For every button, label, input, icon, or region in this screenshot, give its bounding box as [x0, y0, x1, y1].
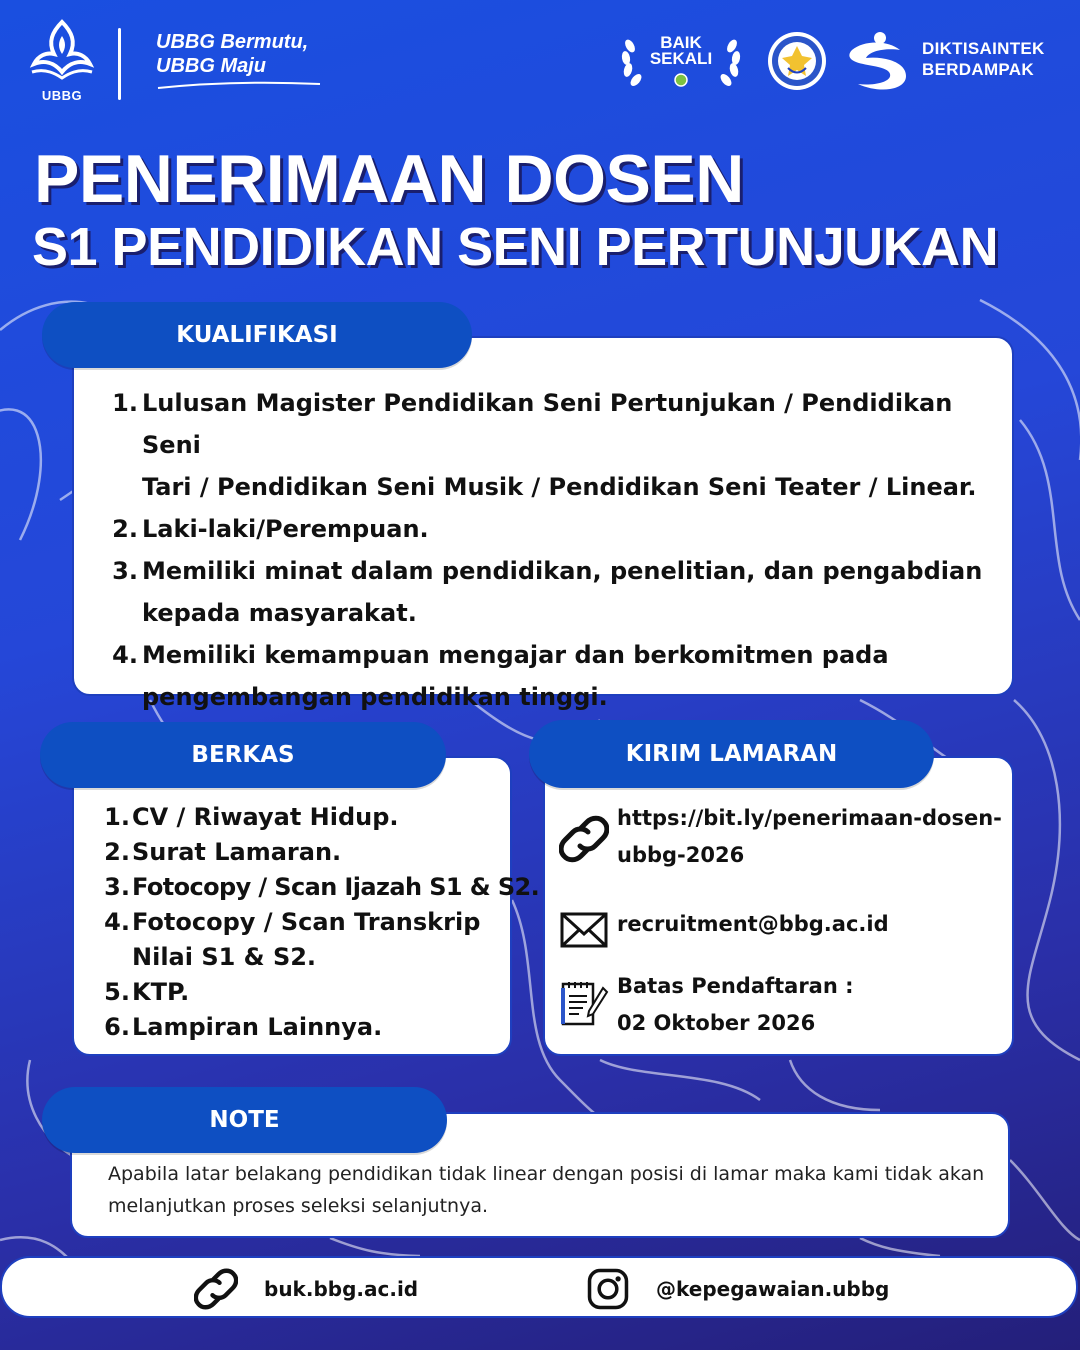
diktisaintek-line-1: DIKTISAINTEK — [922, 39, 1045, 58]
email-row[interactable] — [559, 906, 889, 956]
page-title-line-2: S1 PENDIDIKAN SENI PERTUNJUKAN — [32, 217, 999, 277]
footer-bar — [0, 1256, 1078, 1318]
tagline-line-2: UBBG Maju — [156, 55, 266, 77]
diktisaintek-logo — [844, 26, 1054, 96]
diktisaintek-emblem-icon — [844, 26, 914, 96]
list-number: 3. — [104, 873, 130, 901]
kualifikasi-item — [108, 550, 988, 634]
list-text: Fotocopy / Scan Transkrip Nilai S1 & S2. — [132, 908, 481, 971]
email-address[interactable]: recruitment@bbg.ac.id — [617, 912, 889, 936]
list-number: 3. — [112, 557, 138, 585]
diktisaintek-text — [922, 38, 1045, 80]
deadline — [617, 968, 854, 1042]
mail-icon — [559, 906, 609, 956]
list-text: Surat Lamaran. — [132, 838, 342, 866]
berkas-item — [104, 870, 540, 905]
footer-website[interactable] — [194, 1266, 418, 1312]
berkas-item — [104, 835, 514, 870]
list-text: CV / Riwayat Hidup. — [132, 803, 399, 831]
note-text: Apabila latar belakang pendidikan tidak linear dengan posisi di lamar maka kami tidak akan melanjutkan proses seleksi selanjutnya. — [108, 1163, 985, 1217]
tagline-underline — [156, 80, 322, 90]
list-text: Laki-laki/Perempuan. — [142, 515, 429, 543]
berkas-list — [104, 800, 540, 1045]
list-number: 5. — [104, 978, 130, 1006]
list-number: 1. — [112, 389, 138, 417]
link-icon — [194, 1267, 238, 1311]
kualifikasi-list — [108, 382, 988, 718]
berkas-item — [104, 800, 514, 835]
berkas-item — [104, 1010, 514, 1045]
badge-baik-line-2: SEKALI — [649, 49, 713, 68]
header-divider — [118, 28, 121, 100]
list-text: Fotocopy / Scan Ijazah S1 & S2. — [132, 873, 540, 901]
kirim-lamaran-heading: KIRIM LAMARAN — [529, 720, 934, 788]
list-text: Memiliki minat dalam pendidikan, penelitian, dan pengabdian kepada masyarakat. — [142, 557, 983, 627]
footer-instagram[interactable] — [586, 1266, 889, 1312]
ubbg-emblem-icon — [26, 18, 98, 82]
list-number: 2. — [104, 838, 130, 866]
list-number: 2. — [112, 515, 138, 543]
list-text: Memiliki kemampuan mengajar dan berkomitmen pada pengembangan pendidikan tinggi. — [142, 641, 889, 711]
laurel-badge-icon — [616, 26, 746, 96]
application-link-row[interactable] — [559, 800, 1002, 874]
link-icon — [559, 814, 609, 864]
berkas-heading: BERKAS — [40, 722, 446, 788]
note-heading: NOTE — [42, 1087, 447, 1153]
list-text: Lampiran Lainnya. — [132, 1013, 383, 1041]
tut-wuri-emblem-icon — [766, 30, 828, 92]
kirim-lamaran-card — [543, 756, 1014, 1056]
page-title-line-1: PENERIMAAN DOSEN — [34, 141, 744, 217]
list-number: 4. — [104, 908, 130, 936]
list-text: Lulusan Magister Pendidikan Seni Pertunjukan / Pendidikan Seni Tari / Pendidikan Seni Musik / Pendidikan Seni Teater / Linear. — [142, 389, 977, 501]
accreditation-badge — [616, 26, 746, 96]
tut-wuri-handayani-logo — [766, 30, 828, 92]
kualifikasi-heading: KUALIFIKASI — [42, 302, 472, 368]
instagram-icon — [586, 1267, 630, 1311]
list-number: 1. — [104, 803, 130, 831]
deadline-date: 02 Oktober 2026 — [617, 1011, 816, 1035]
tagline-line-1: UBBG Bermutu, — [156, 31, 309, 53]
berkas-card — [72, 756, 540, 1056]
berkas-item — [104, 975, 514, 1010]
diktisaintek-line-2: BERDAMPAK — [922, 60, 1034, 79]
footer-website-text[interactable]: buk.bbg.ac.id — [264, 1277, 419, 1301]
list-number: 6. — [104, 1013, 130, 1041]
tagline — [156, 30, 308, 78]
kualifikasi-item — [108, 508, 988, 550]
kualifikasi-card — [72, 336, 1014, 711]
deadline-label: Batas Pendaftaran : — [617, 974, 854, 998]
list-text: KTP. — [132, 978, 190, 1006]
ubbg-logo-caption: UBBG — [41, 88, 83, 103]
deadline-row — [559, 968, 854, 1042]
kualifikasi-item — [108, 634, 988, 718]
application-link[interactable]: https://bit.ly/penerimaan-dosen- ubbg-2026 — [617, 806, 1002, 867]
ubbg-logo — [26, 18, 98, 106]
berkas-item — [104, 905, 514, 975]
notepad-icon — [559, 978, 609, 1028]
badge-baik-line-1: BAIK — [660, 33, 702, 52]
footer-instagram-text[interactable]: @kepegawaian.ubbg — [656, 1277, 890, 1301]
list-number: 4. — [112, 641, 138, 669]
kualifikasi-item — [108, 382, 988, 508]
